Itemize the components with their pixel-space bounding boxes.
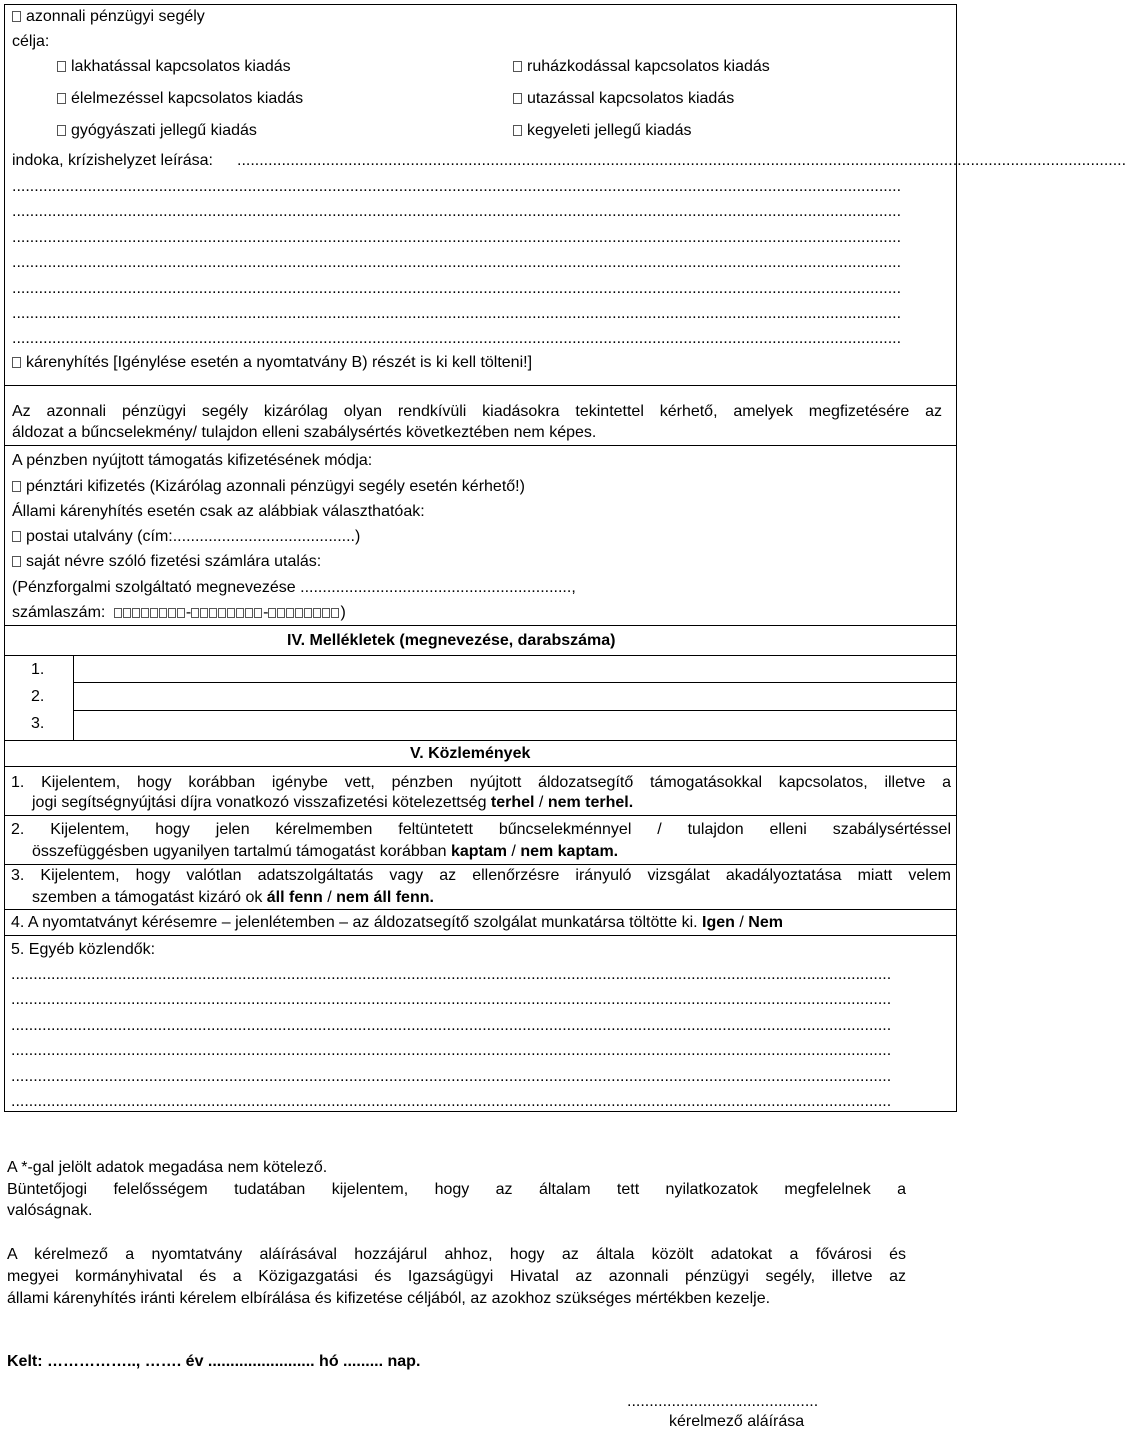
checkbox[interactable] [513,61,522,72]
divider [4,766,957,767]
notes-dots[interactable]: ...................................................................................................................................................................................................... [11,1017,892,1034]
checkbox[interactable] [513,125,522,136]
purpose-option-medical[interactable]: gyógyászati jellegű kiadás [57,121,257,141]
signature-label: kérelmező aláírása [669,1413,805,1430]
option-terhel[interactable]: terhel [490,794,535,811]
option-igen[interactable]: Igen [702,914,735,931]
payment-transfer-option[interactable]: saját névre szóló fizetési számlára utalás: [12,552,321,572]
checkbox[interactable] [513,93,522,104]
option-nem[interactable]: Nem [748,914,783,931]
statement-3-cont: szemben a támogatást kizáró ok áll fenn / nem áll fenn. [32,889,434,906]
statement-3: 3. Kijelentem, hogy valótlan adatszolgáltatás vagy az ellenőrzésre irányuló vizsgálat akadályoztatása miatt velem [11,867,951,884]
table-divider [73,655,74,740]
notes-dots[interactable]: ...................................................................................................................................................................................................... [11,966,892,983]
state-label: Állami kárenyhítés esetén csak az alábbiak választhatóak: [12,503,425,520]
statement-2: 2. Kijelentem, hogy jelen kérelmemben feltüntetett bűncselekménnyel / tulajdon elleni szabálysértéssel [11,821,951,838]
payment-postal-option[interactable]: postai utalvány (cím:.........................................) [12,527,360,547]
info-line: áldozat a bűncselekmény/ tulajdon elleni szabálysértés következtében nem képes. [12,424,597,441]
checkbox[interactable] [12,556,21,567]
checkbox[interactable] [12,357,21,368]
option-all-fenn[interactable]: áll fenn [266,889,323,906]
notes-dots[interactable]: ...................................................................................................................................................................................................... [11,991,892,1008]
divider [4,445,957,446]
reason-dots[interactable]: ........................................................................................................................................................................................................ [12,203,902,220]
reason-dots[interactable]: ........................................................................................................................................................................................................ [237,152,1126,169]
liability-statement: Büntetőjogi felelősségem tudatában kijelentem, hogy az általam tett nyilatkozatok megfelelnek a [7,1181,906,1198]
option-nem-terhel[interactable]: nem terhel. [547,794,634,811]
option-nem-all-fenn[interactable]: nem áll fenn. [336,889,434,906]
divider [4,935,957,936]
reason-label: indoka, krízishelyzet leírása: [12,152,213,169]
notes-dots[interactable]: ...................................................................................................................................................................................................... [11,1068,892,1085]
damage-option[interactable] [12,353,532,373]
reason-dots[interactable]: ........................................................................................................................................................................................................ [12,305,902,322]
option-kaptam[interactable]: kaptam [450,843,507,860]
reason-dots[interactable]: ........................................................................................................................................................................................................ [12,229,902,246]
statement-4: 4. A nyomtatványt kérésemre – jelenlétemben – az áldozatsegítő szolgálat munkatársa töltötte ki. Igen / Nem [11,914,783,931]
statement-2-cont: összefüggésben ugyanilyen tartalmú támogatást korábban kaptam / nem kaptam. [32,843,619,860]
purpose-option-food[interactable]: élelmezéssel kapcsolatos kiadás [57,89,303,109]
signature-line[interactable]: ........................................... [627,1393,819,1410]
attachment-number: 2. [31,688,45,705]
checkbox[interactable] [12,481,21,492]
type-label: azonnali pénzügyi segély [26,8,205,25]
divider [4,740,957,741]
table-row-line [73,682,957,683]
divider [4,909,957,910]
purpose-option-travel[interactable]: utazással kapcsolatos kiadás [513,89,734,109]
date-line[interactable]: Kelt: …………….., ……. év ........................ hó ......... nap. [7,1353,421,1370]
checkbox[interactable] [12,11,21,22]
divider [4,385,957,386]
statement-5: 5. Egyéb közlendők: [11,941,156,958]
account-label: számlaszám: [12,604,106,621]
provider-line[interactable]: (Pénzforgalmi szolgáltató megnevezése ............................................................., [12,579,576,596]
consent-line: megyei kormányhivatal és a Közigazgatási és Igazságügyi Hivatal az azonnali pénzügyi segély, illetve az [7,1268,906,1285]
attachments-title: IV. Mellékletek (megnevezése, darabszáma) [287,632,616,649]
purpose-option-funeral[interactable]: kegyeleti jellegű kiadás [513,121,692,141]
checkbox[interactable] [12,531,21,542]
consent-line: A kérelmező a nyomtatvány aláírásával hozzájárul ahhoz, hogy az általa közölt adatokat a fővárosi és [7,1246,906,1263]
checkbox[interactable] [57,125,66,136]
statements-title: V. Közlemények [410,745,531,762]
reason-dots[interactable]: ........................................................................................................................................................................................................ [12,280,902,297]
checkbox[interactable] [57,93,66,104]
table-row-line [73,710,957,711]
option-nem-kaptam[interactable]: nem kaptam. [520,843,619,860]
damage-label: kárenyhítés [Igénylése esetén a nyomtatvány B) részét is ki kell tölteni!] [26,354,533,371]
info-line: Az azonnali pénzügyi segély kizárólag olyan rendkívüli kiadásokra tekintettel kérhető, amelyek megfizetésére az [12,403,942,420]
notes-dots[interactable]: ...................................................................................................................................................................................................... [11,1042,892,1059]
payment-title: A pénzben nyújtott támogatás kifizetésének módja: [12,452,373,469]
reason-dots[interactable]: ........................................................................................................................................................................................................ [12,254,902,271]
purpose-option-housing[interactable]: lakhatással kapcsolatos kiadás [57,57,291,77]
account-boxes-1[interactable] [114,604,186,621]
consent-line: állami kárenyhítés iránti kérelem elbírálása és kifizetése céljából, az azokhoz szükséges mértékben kezelje. [7,1290,771,1307]
purpose-option-clothing[interactable]: ruházkodással kapcsolatos kiadás [513,57,770,77]
attachment-number: 3. [31,715,45,732]
reason-dots[interactable]: ........................................................................................................................................................................................................ [12,178,902,195]
account-number[interactable]: számlaszám: - - ) [12,604,346,621]
divider [4,625,957,626]
checkbox[interactable] [57,61,66,72]
divider [4,655,957,656]
notes-dots[interactable]: ...................................................................................................................................................................................................... [11,1093,892,1110]
type-option[interactable] [12,7,205,27]
liability-statement-cont: valóságnak. [7,1202,93,1219]
statement-1-cont: jogi segítségnyújtási díjra vonatkozó visszafizetési kötelezettség terhel / nem terhel. [32,794,634,811]
divider [4,864,957,865]
attachment-number: 1. [31,661,45,678]
account-boxes-3[interactable] [268,604,340,621]
reason-dots[interactable]: ........................................................................................................................................................................................................ [12,330,902,347]
divider [4,815,957,816]
purpose-label: célja: [12,33,50,50]
statement-1: 1. Kijelentem, hogy korábban igénybe vett, pénzben nyújtott áldozatsegítő támogatásokkal kapcsolatos, illetve a [11,774,951,791]
account-boxes-2[interactable] [191,604,263,621]
payment-cash-option[interactable]: pénztári kifizetés (Kizárólag azonnali pénzügyi segély esetén kérhető!) [12,477,525,497]
optional-note: A *-gal jelölt adatok megadása nem kötelező. [7,1159,328,1176]
